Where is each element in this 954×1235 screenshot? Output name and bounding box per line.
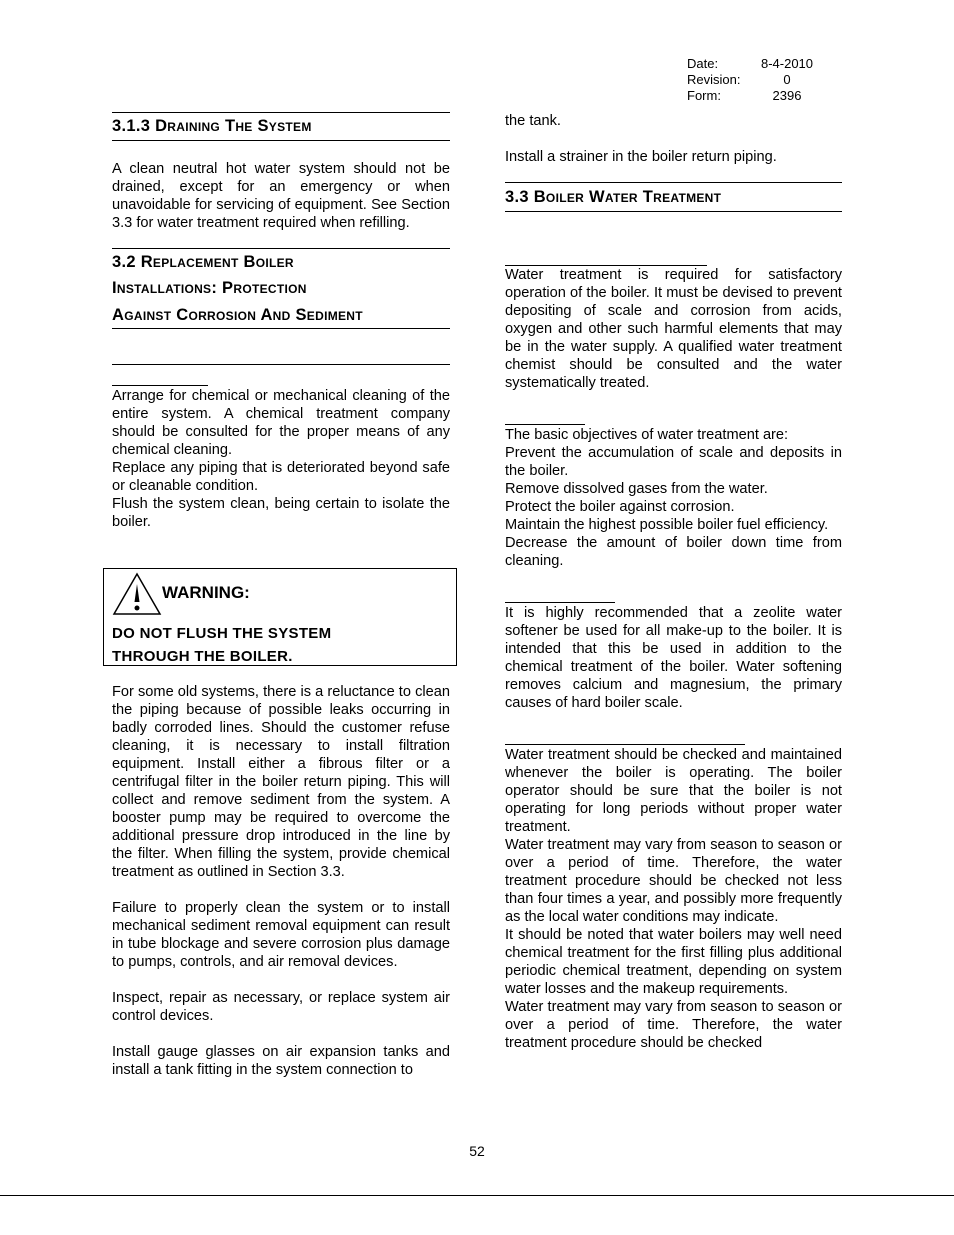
season-paragraph-2: Water treatment may vary from season to season or over a period of time. Therefore, the water treatment procedure should be checked [505, 999, 842, 1051]
date-label: Date: [687, 56, 719, 71]
section-32-title-line-1: 3.2 Replacement Boiler [112, 252, 294, 271]
objective-4: Maintain the highest possible boiler fuel efficiency. [505, 517, 829, 533]
objective-1: Prevent the accumulation of scale and deposits in the boiler. [505, 445, 842, 479]
footer-rule [0, 1195, 954, 1196]
section-33-heading [505, 182, 842, 212]
warning-message [112, 623, 331, 668]
gauge-glasses-paragraph: Install gauge glasses on air expansion tanks and install a tank fitting in the system connection to [112, 1044, 450, 1078]
section-32-title-line-3: Against Corrosion And Sediment [112, 305, 363, 324]
tank-continuation: the tank. [505, 113, 561, 129]
replace-piping-paragraph: Replace any piping that is deteriorated beyond safe or cleanable condition. [112, 460, 450, 494]
page-number: 52 [469, 1143, 485, 1159]
section-313-title: 3.1.3 Draining The System [112, 117, 312, 135]
treatment-required-paragraph: Water treatment is required for satisfactory operation of the boiler. It must be devised to prevent depositing of scale and corrosion from acids, oxygen and other such harmful elements that may be in the water supply. A qualified water treatment chemist should be consulted and the water systematically treated. [505, 267, 842, 391]
old-systems-paragraph: For some old systems, there is a reluctance to clean the piping because of possible leaks occurring in badly corroded lines. Should the customer refuse cleaning, it is necessary to install filtration equipment. Install either a fibrous filter or a centrifugal filter in the boiler return piping. This will collect and remove sediment from the system. A booster pump may be required to overcome the additional pressure drop introduced in the line by the filter. When filling the system, provide chemical treatment as outlined in Section 3.3. [112, 684, 450, 880]
season-paragraph-1: Water treatment may vary from season to season or over a period of time. Therefore, the water treatment procedure should be checked not less than four times a year, and possibly more frequently as the local water conditions may indicate. [505, 837, 842, 925]
left-column-bottom [112, 683, 450, 1079]
left-column-top [112, 112, 450, 531]
zeolite-paragraph: It is highly recommended that a zeolite water softener be used for all make-up to the boiler. It is intended that this be used in addition to the chemical treatment of the boiler. Water softening removes calcium and magnesium, the primary causes of hard boiler scale. [505, 605, 842, 711]
objective-3: Protect the boiler against corrosion. [505, 499, 735, 515]
document-meta [687, 56, 817, 104]
checked-paragraph: Water treatment should be checked and maintained whenever the boiler is operating. The boiler operator should be sure that the boiler is not operating for long periods without proper water treatment. [505, 747, 842, 835]
inspect-paragraph: Inspect, repair as necessary, or replace system air control devices. [112, 990, 450, 1024]
form-value: 2396 [772, 88, 802, 103]
objectives-intro: The basic objectives of water treatment are: [505, 427, 789, 443]
warning-box [103, 568, 457, 666]
warning-triangle-icon [112, 572, 162, 616]
warning-line-1: DO NOT FLUSH THE SYSTEM [112, 625, 332, 642]
objective-5: Decrease the amount of boiler down time from cleaning. [505, 535, 842, 569]
date-value: 8-4-2010 [760, 56, 814, 71]
section-33-title: 3.3 Boiler Water Treatment [505, 188, 722, 206]
section-313-body: A clean neutral hot water system should not be drained, except for an emergency or when unavoidable for servicing of equipment. See Section 3.3 for water treatment required when refilling. [112, 160, 450, 231]
strainer-paragraph: Install a strainer in the boiler return piping. [505, 149, 777, 165]
section-32-title-line-2: Installations: Protection [112, 279, 307, 297]
revision-label: Revision: [687, 72, 741, 87]
objective-2: Remove dissolved gases from the water. [505, 481, 768, 497]
section-313-heading [112, 112, 450, 141]
flush-system-paragraph: Flush the system clean, being certain to isolate the boiler. [112, 496, 450, 530]
warning-line-2: THROUGH THE BOILER. [112, 647, 293, 665]
first-filling-paragraph: It should be noted that water boilers may well need chemical treatment for the first filling plus additional periodic chemical treatment, depending on system water losses and the makeup requirements. [505, 927, 842, 997]
right-column [505, 112, 842, 1052]
warning-title: WARNING: [162, 583, 250, 602]
arrange-cleaning-paragraph: Arrange for chemical or mechanical cleaning of the entire system. A chemical treatment company should be consulted for the proper means of any chemical cleaning. [112, 388, 450, 458]
form-label: Form: [687, 88, 721, 103]
revision-value: 0 [783, 72, 791, 87]
failure-paragraph: Failure to properly clean the system or to install mechanical sediment removal equipment can result in tube blockage and severe corrosion plus damage to pumps, controls, and air removal devices. [112, 900, 450, 970]
section-32-heading [112, 248, 450, 330]
